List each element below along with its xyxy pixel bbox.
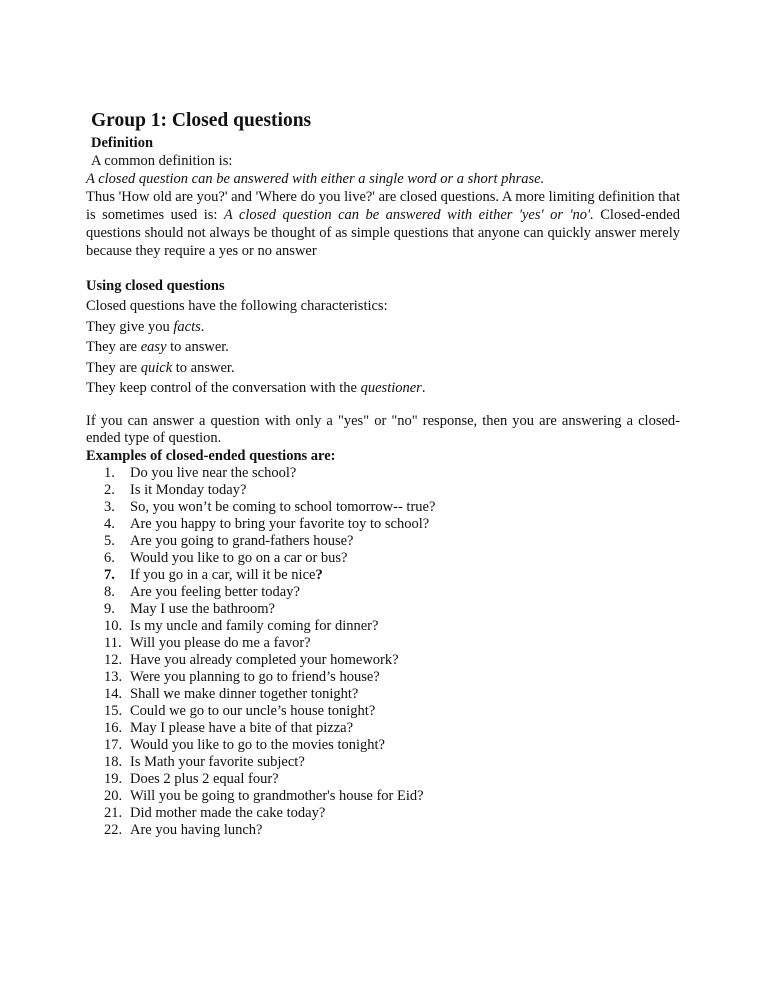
example-number: 13. [104,668,123,685]
example-item [104,822,680,839]
example-question: Have you already completed your homework? [130,651,399,668]
characteristic-tail: to answer. [166,339,229,355]
example-question: Would you like to go to the movies tonight? [130,736,385,753]
example-item [104,465,680,482]
characteristic-tail: . [421,380,426,396]
example-text [130,584,300,601]
example-text [130,703,375,720]
definition-heading: Definition [91,135,154,151]
example-text [130,550,348,567]
example-item [104,584,680,601]
characteristic-item [86,358,680,379]
example-text [130,771,279,788]
characteristic-tail: to answer. [172,359,235,376]
example-question: Is it Monday today? [130,481,247,498]
example-question: If you go in a car, will it be nice [130,566,316,583]
example-question: Could we go to our uncle’s house tonight? [130,702,376,719]
example-question: Are you going to grand-fathers house? [130,532,354,549]
characteristic-emphasis: quick [140,359,173,376]
example-item [104,686,680,703]
example-text [130,516,429,533]
example-number: 21. [104,804,123,821]
example-text [130,601,275,618]
example-text [130,635,311,652]
example-text [130,482,246,499]
example-text [130,720,353,737]
example-number: 12. [104,651,123,668]
example-item [104,533,680,550]
characteristic-item [86,337,680,358]
example-question: Would you like to go on a car or bus? [130,549,348,566]
example-item [104,482,680,499]
example-number: 14. [104,685,123,702]
example-item [104,703,680,720]
spacer [86,260,680,276]
example-item [104,499,680,516]
example-text [130,669,380,686]
example-text [130,567,323,584]
definition-quote: A closed question can be answered with either a single word or a short phrase. [86,171,545,187]
characteristic-text: They are [86,339,141,355]
characteristic-item [86,317,680,338]
example-text [130,788,424,805]
characteristic-emphasis: questioner [360,380,422,396]
example-item [104,567,680,584]
example-text [130,533,353,550]
example-question: Did mother made the cake today? [130,804,326,821]
example-text [130,754,305,771]
example-question-mark: ? [315,566,323,583]
example-text [130,499,435,516]
example-item [104,737,680,754]
example-number: 8. [104,583,115,600]
examples-list [86,465,680,839]
example-number: 4. [104,515,115,532]
example-question: Does 2 plus 2 equal four? [130,770,279,787]
spacer [86,399,680,413]
example-question: Are you having lunch? [130,821,263,838]
example-number: 19. [104,770,123,787]
example-question: Are you feeling better today? [130,583,300,600]
example-number: 22. [104,821,123,838]
characteristic-text: They keep control of the conversation with the [86,380,361,396]
example-text [130,822,262,839]
example-text [130,737,385,754]
example-text [130,618,378,635]
example-number: 2. [104,481,115,498]
example-question: May I use the bathroom? [130,600,275,617]
example-item [104,618,680,635]
example-question: Shall we make dinner together tonight? [130,685,359,702]
example-item [104,754,680,771]
example-question: Are you happy to bring your favorite toy to school? [130,515,430,532]
example-text [130,686,358,703]
example-number: 15. [104,702,123,719]
definition-para-end: Closed-ended questions should not always be thought of as simple questions that anyone can quickly answer merely because they require a yes or no answer [86,207,680,259]
example-question: Is my uncle and family coming for dinner? [130,617,379,634]
characteristic-emphasis: facts [173,318,201,335]
characteristic-text: They are [86,359,141,376]
example-question: Will you please do me a favor? [130,634,311,651]
example-number: 3. [104,498,115,515]
example-question: Will you be going to grandmother's house for Eid? [130,787,424,804]
example-text [130,805,325,822]
using-heading: Using closed questions [86,278,225,294]
example-question: May I please have a bite of that pizza? [130,719,354,736]
example-number: 20. [104,787,123,804]
example-question: So, you won’t be coming to school tomorrow-- true? [130,498,436,515]
document-page [86,110,680,839]
using-intro: Closed questions have the following characteristics: [86,298,388,314]
characteristics-list [86,317,680,399]
example-question: Do you live near the school? [130,464,297,481]
example-text [130,652,399,669]
characteristic-item [86,378,680,399]
example-number: 18. [104,753,123,770]
example-item [104,652,680,669]
example-number: 16. [104,719,123,736]
characteristic-emphasis: easy [140,339,167,355]
example-number: 1. [104,464,115,481]
example-question: Is Math your favorite subject? [130,753,305,770]
example-item [104,601,680,618]
example-item [104,788,680,805]
example-number: 17. [104,736,123,753]
characteristic-text: They give you [86,318,174,335]
example-item [104,635,680,652]
definition-intro: A common definition is: [91,153,233,169]
example-item [104,720,680,737]
definition-para-start: Thus 'How old are you?' and 'Where do you live?' are closed questions. A more limiting definition that is sometimes used is: [86,189,680,223]
example-item [104,669,680,686]
example-number: 10. [104,617,123,634]
examples-heading: Examples of closed-ended questions are: [86,447,336,464]
page-title: Group 1: Closed questions [91,110,312,131]
example-item [104,805,680,822]
closing-paragraph: If you can answer a question with only a "yes" or "no" response, then you are answering a closed-ended type of question. [86,412,680,446]
example-item [104,516,680,533]
example-question: Were you planning to go to friend’s house? [130,668,380,685]
example-item [104,550,680,567]
definition-para-italic: A closed question can be answered with either 'yes' or 'no'. [223,207,594,223]
definition-paragraph [86,188,680,260]
example-number: 9. [104,600,115,617]
example-text [130,465,296,482]
example-number: 11. [104,634,122,651]
characteristic-tail: . [200,318,205,335]
example-item [104,771,680,788]
example-number: 5. [104,532,115,549]
example-number: 7. [104,566,115,583]
example-number: 6. [104,549,115,566]
